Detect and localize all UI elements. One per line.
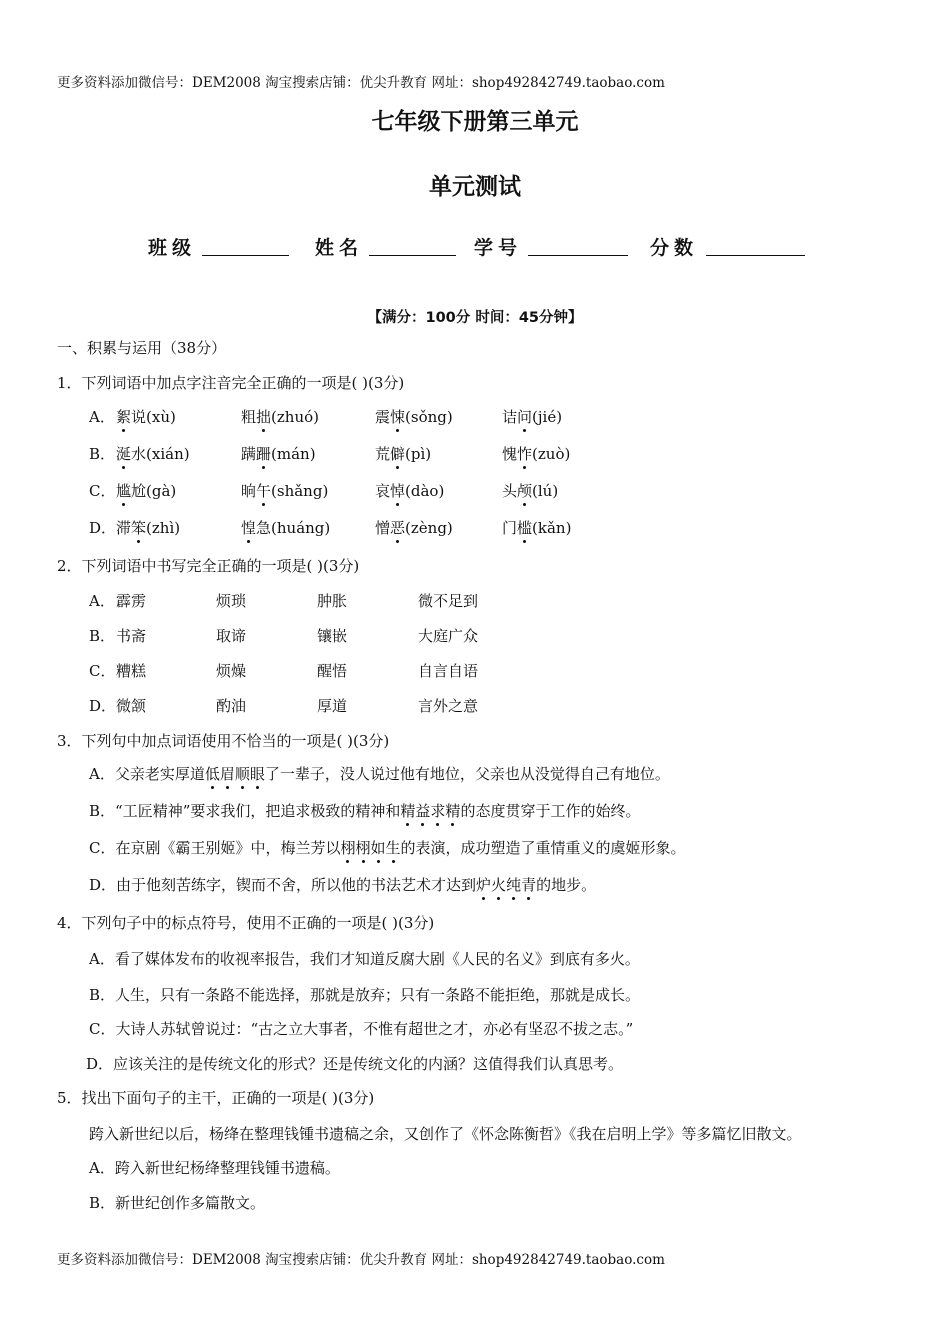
- dotted-char: 恶: [390, 519, 406, 537]
- q2-word: 烦琐: [216, 592, 247, 610]
- dotted-char: 问: [517, 408, 533, 426]
- q1-word: 粗拙(zhuó): [241, 408, 319, 426]
- q2-word: 糟糕: [116, 662, 147, 680]
- q5-option-a[interactable]: A．跨入新世纪杨绛整理钱锺书遗稿。: [89, 1159, 340, 1177]
- page-subtitle: 单元测试: [429, 174, 521, 200]
- q1-word: 头颅(lú): [502, 482, 559, 500]
- dotted-char: 涎: [116, 445, 132, 463]
- dotted-phrase: 栩栩如生: [340, 839, 401, 857]
- dotted-char: 午: [256, 482, 272, 500]
- q2-option-c-letter[interactable]: C．: [89, 662, 116, 680]
- score-blank[interactable]: [706, 255, 805, 256]
- q4-option-c[interactable]: C．大诗人苏轼曾说过：“古之立大事者，不惟有超世之才，亦必有坚忍不拔之志。”: [89, 1020, 634, 1038]
- q3-option-d[interactable]: D．由于他刻苦练字，锲而不舍，所以他的书法艺术才达到炉火纯青的地步。: [89, 876, 597, 894]
- q2-word: 微不足到: [418, 592, 479, 610]
- dotted-char: 絮: [116, 408, 132, 426]
- q1-word: 涎水(xián): [116, 445, 190, 463]
- q2-word: 霹雳: [116, 592, 147, 610]
- dotted-char: 笨: [131, 519, 147, 537]
- q3-stem: 3．下列句中加点词语使用不恰当的一项是( )(3分): [57, 732, 390, 750]
- q2-word: 酌油: [216, 697, 247, 715]
- dotted-char: 槛: [517, 519, 533, 537]
- q1-word: 蹒跚(mán): [241, 445, 316, 463]
- q1-option-a-letter[interactable]: A．: [89, 408, 115, 426]
- q1-word: 门槛(kǎn): [502, 519, 572, 537]
- q1-word: 惶急(huáng): [241, 519, 331, 537]
- q1-word: 憎恶(zèng): [375, 519, 453, 537]
- q2-word: 言外之意: [418, 697, 479, 715]
- q3-option-b[interactable]: B．“工匠精神”要求我们，把追求极致的精神和精益求精的态度贯穿于工作的始终。: [89, 802, 641, 820]
- q2-word: 书斋: [116, 627, 147, 645]
- q1-word: 愧怍(zuò): [502, 445, 571, 463]
- dotted-char: 颅: [517, 482, 533, 500]
- q2-word: 厚道: [317, 697, 348, 715]
- q2-word: 烦燥: [216, 662, 247, 680]
- q4-option-a[interactable]: A．看了媒体发布的收视率报告，我们才知道反腐大剧《人民的名义》到底有多火。: [89, 950, 640, 968]
- score-label: 分数: [650, 237, 699, 259]
- q1-word: 诘问(jié): [502, 408, 563, 426]
- q3-option-a[interactable]: A．父亲老实厚道低眉顺眼了一辈子，没人说过他有地位，父亲也从没觉得自己有地位。: [89, 765, 670, 783]
- q1-word: 尴尬(gà): [116, 482, 177, 500]
- q1-word: 晌午(shǎng): [241, 482, 329, 500]
- dotted-char: 跚: [256, 445, 272, 463]
- q1-option-c-letter[interactable]: C．: [89, 482, 116, 500]
- dotted-char: 僻: [390, 445, 406, 463]
- section-title: 一、积累与运用（38分）: [57, 339, 227, 357]
- q5-sentence: 跨入新世纪以后，杨绛在整理钱锺书遗稿之余，又创作了《怀念陈衡哲》《我在启明上学》等多篇忆旧散文。: [89, 1125, 802, 1143]
- q1-stem: 1．下列词语中加点字注音完全正确的一项是( )(3分): [57, 374, 405, 392]
- student-info: [0, 233, 950, 263]
- q4-option-d[interactable]: D．应该关注的是传统文化的形式？还是传统文化的内涵？这值得我们认真思考。: [86, 1055, 624, 1073]
- q1-word: 絮说(xù): [116, 408, 176, 426]
- id-blank[interactable]: [528, 255, 628, 256]
- q2-stem: 2．下列词语中书写完全正确的一项是( )(3分): [57, 557, 360, 575]
- q4-stem: 4．下列句子中的标点符号，使用不正确的一项是( )(3分): [57, 914, 435, 932]
- q2-word: 肿胀: [317, 592, 348, 610]
- dotted-char: 尴: [116, 482, 132, 500]
- q4-option-b[interactable]: B．人生，只有一条路不能选择，那就是放弃；只有一条路不能拒绝，那就是成长。: [89, 986, 641, 1004]
- dotted-char: 惶: [241, 519, 257, 537]
- name-label: 姓名: [315, 237, 364, 259]
- q5-stem: 5．找出下面句子的主干，正确的一项是( )(3分): [57, 1089, 375, 1107]
- q2-option-b-letter[interactable]: B．: [89, 627, 116, 645]
- q2-option-d-letter[interactable]: D．: [89, 697, 117, 715]
- q5-option-b[interactable]: B．新世纪创作多篇散文。: [89, 1194, 266, 1212]
- exam-meta: 【满分：100分 时间：45分钟】: [367, 310, 583, 326]
- q2-word: 自言自语: [418, 662, 479, 680]
- q2-word: 镶嵌: [317, 627, 348, 645]
- dotted-phrase: 精益求精: [400, 802, 461, 820]
- q2-word: 醒悟: [317, 662, 348, 680]
- q2-word: 微颔: [116, 697, 147, 715]
- q1-word: 哀悼(dào): [375, 482, 445, 500]
- dotted-char: 悼: [390, 482, 406, 500]
- page-title: 七年级下册第三单元: [371, 109, 579, 135]
- q2-word: 取谛: [216, 627, 247, 645]
- q2-word: 大庭广众: [418, 627, 479, 645]
- dotted-char: 怍: [517, 445, 533, 463]
- q1-word: 震悚(sǒng): [375, 408, 453, 426]
- class-blank[interactable]: [202, 255, 289, 256]
- dotted-char: 拙: [256, 408, 272, 426]
- dotted-char: 悚: [390, 408, 406, 426]
- q1-word: 滞笨(zhì): [116, 519, 181, 537]
- dotted-phrase: 低眉顺眼: [204, 765, 265, 783]
- q1-word: 荒僻(pì): [375, 445, 432, 463]
- class-label: 班级: [148, 237, 197, 259]
- page-header: 更多资料添加微信号：DEM2008 淘宝搜索店铺：优尖升教育 网址：shop492842749.taobao.com: [57, 75, 665, 91]
- q2-option-a-letter[interactable]: A．: [89, 592, 115, 610]
- q1-option-d-letter[interactable]: D．: [89, 519, 117, 537]
- id-label: 学号: [474, 237, 523, 259]
- q3-option-c[interactable]: C．在京剧《霸王别姬》中，梅兰芳以栩栩如生的表演，成功塑造了重情重义的虞姬形象。: [89, 839, 686, 857]
- dotted-phrase: 炉火纯青: [476, 876, 537, 894]
- name-blank[interactable]: [369, 255, 456, 256]
- q1-option-b-letter[interactable]: B．: [89, 445, 116, 463]
- page-footer: 更多资料添加微信号：DEM2008 淘宝搜索店铺：优尖升教育 网址：shop492842749.taobao.com: [57, 1252, 665, 1268]
